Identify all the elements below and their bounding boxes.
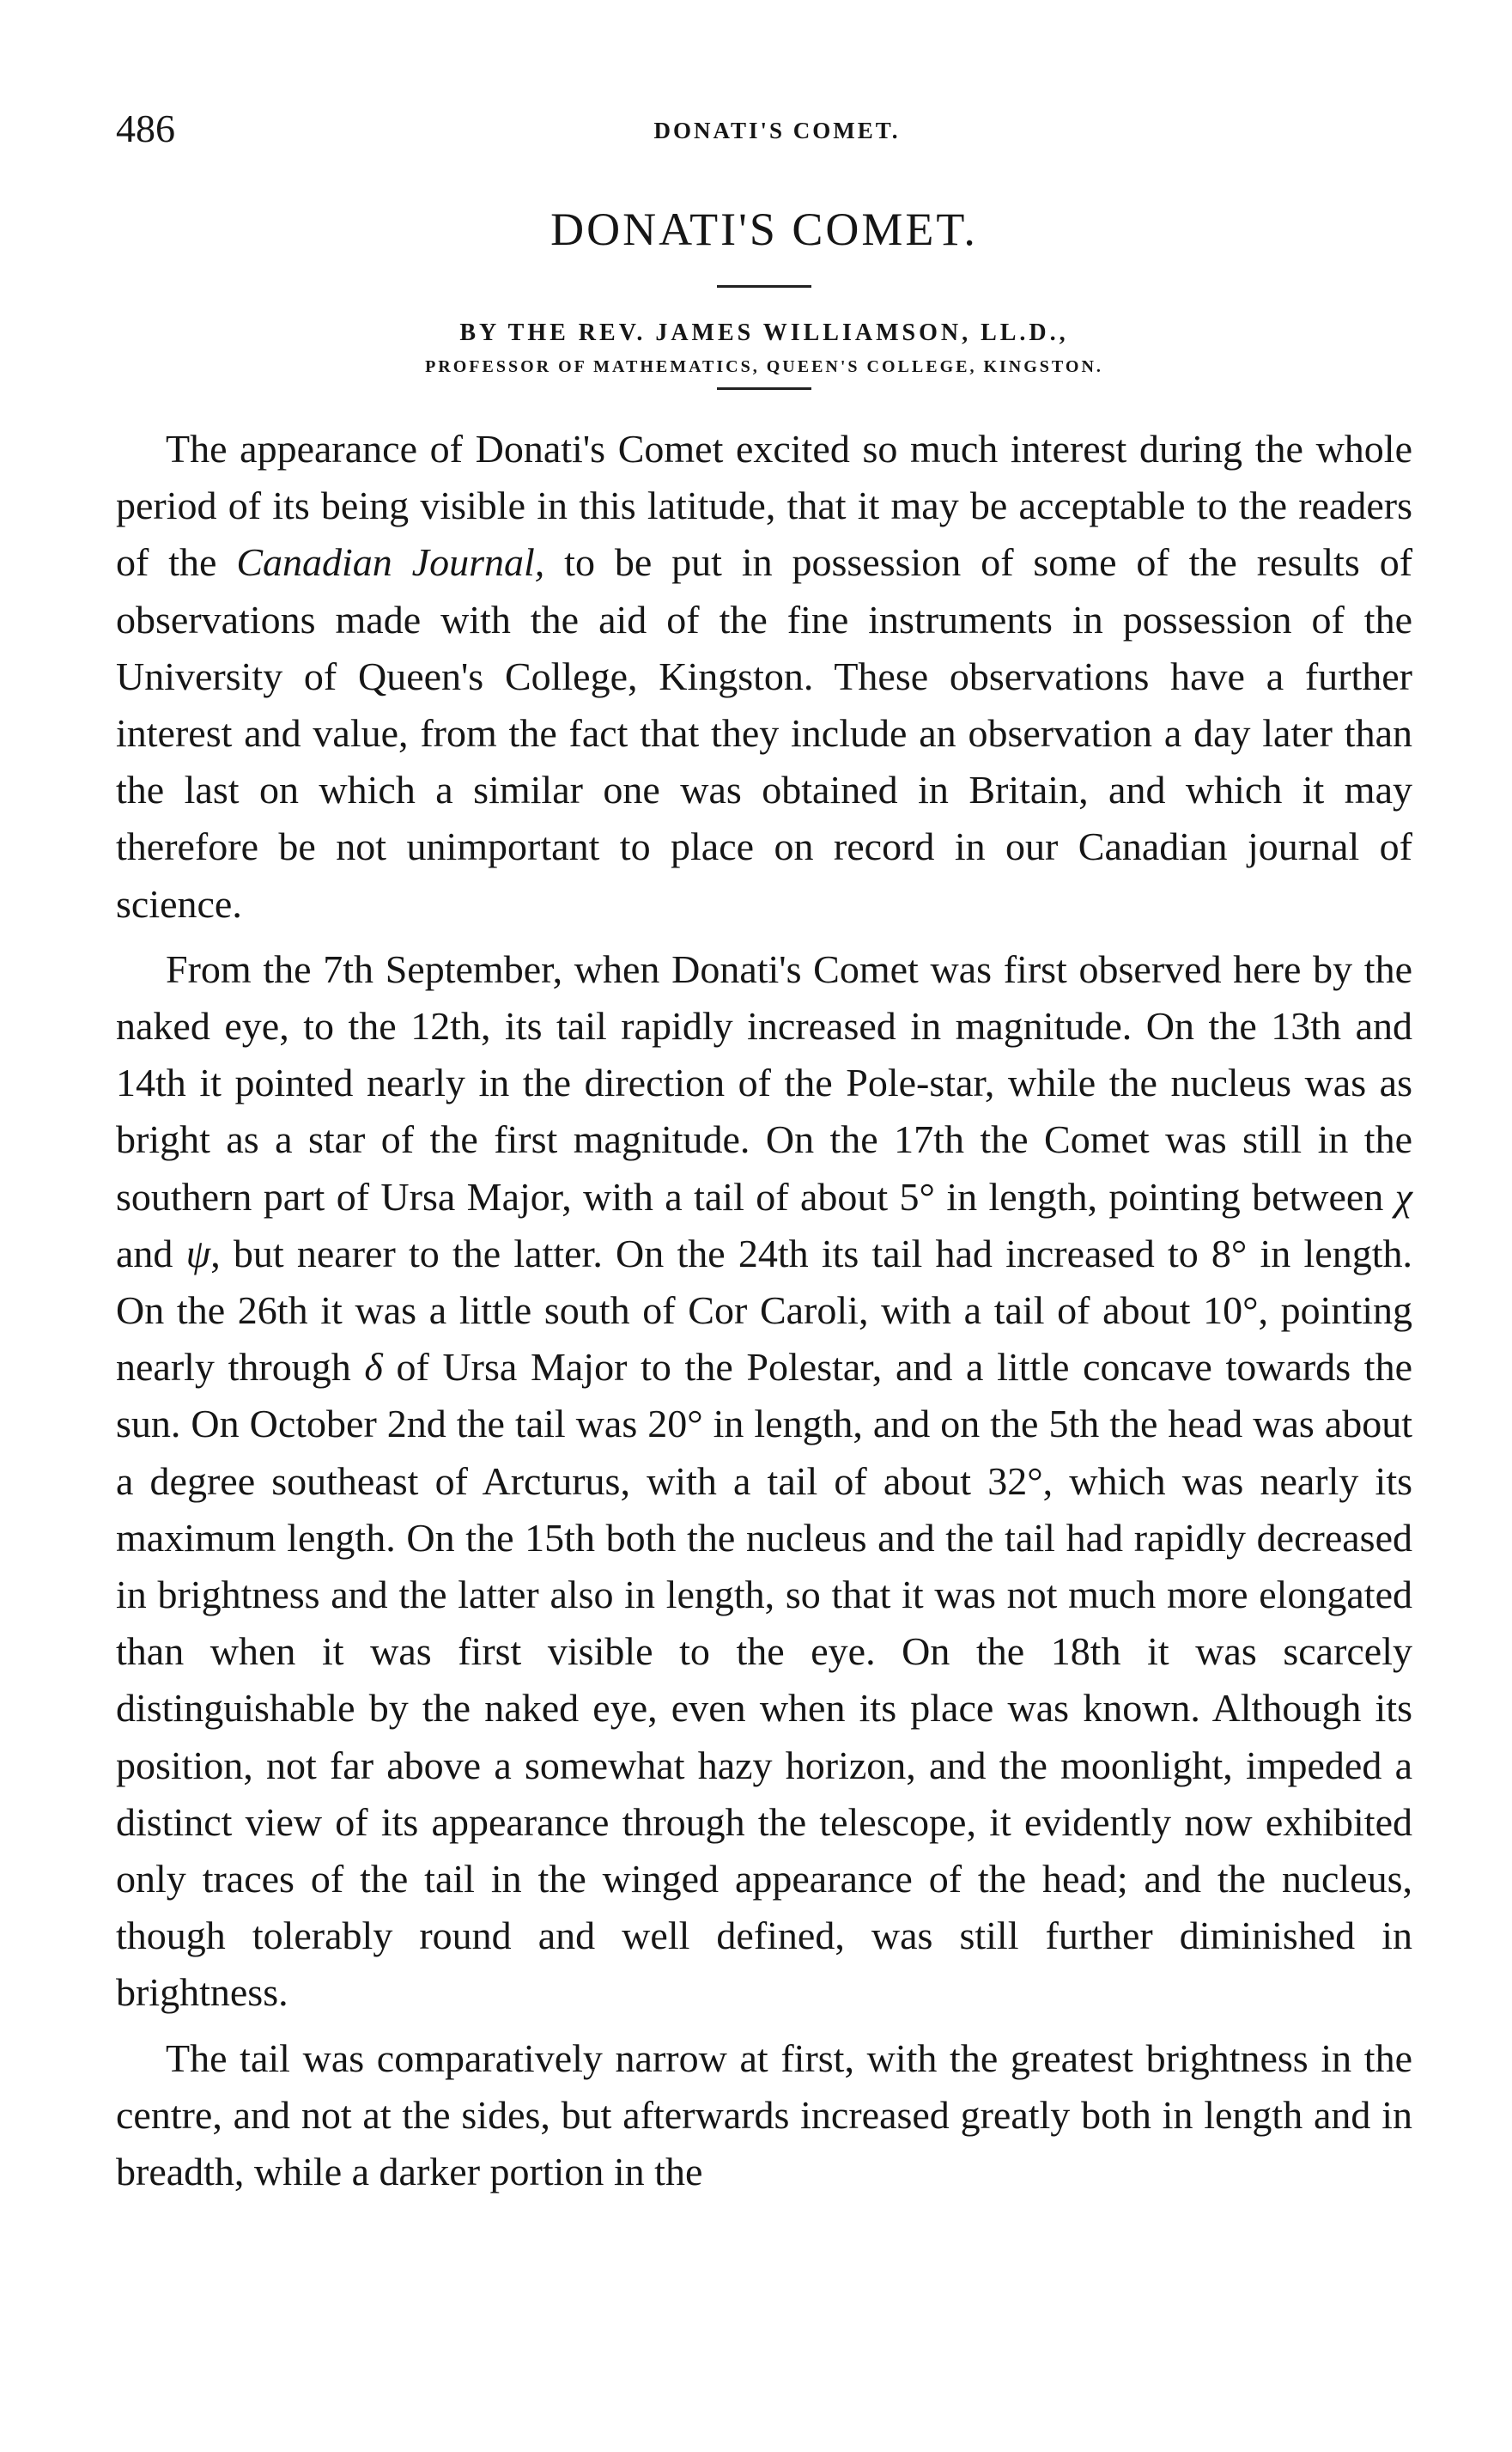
paragraph-2-text-d: of Ursa Major to the Polestar, and a little concave towards the sun. On October 2nd the tail was 20° in length, and on the 5th the head was about a degree southeast of Arcturus, with a tail of about 32°, which was nearly its maximum length. On the 15th both the nucleus and the tail had rapidly decreased in brightness and the latter also in length, so that it was not much more elongated than when it was first visible to the eye. On the 18th it was scarcely distinguishable by the naked eye, even when its place was known. Although its position, not far above a somewhat hazy horizon, and the moonlight, impeded a distinct view of its appearance through the telescope, it evidently now exhibited only traces of the tail in the winged appearance of the head; and the nucleus, though tolerably round and well defined, was still further diminished in brightness. — [116, 1345, 1412, 2015]
paragraph-1 — [116, 421, 1412, 933]
article-title: DONATI'S COMET. — [550, 204, 978, 255]
title-rule — [717, 285, 811, 288]
paragraph-2 — [116, 941, 1412, 2022]
page — [116, 103, 1412, 2200]
paragraph-3-text: The tail was comparatively narrow at first, with the greatest brightness in the centre, and not at the sides, but afterwards increased greatly both in length and in breadth, while a darker portion in the — [116, 2035, 1412, 2194]
delta-symbol: δ — [364, 1345, 383, 1390]
paragraph-1-text-a: The appearance of Donati's Comet excited so much interest during the whole period of its being visible in this latitude, that it may be acceptable to the readers of the — [116, 427, 1412, 585]
author-byline: BY THE REV. JAMES WILLIAMSON, LL.D., — [459, 319, 1069, 346]
journal-name-italic: Canadian Journal, — [236, 540, 545, 585]
body-text — [116, 421, 1412, 2200]
psi-symbol: ψ — [185, 1231, 211, 1275]
paragraph-2-text-c: , but nearer to the latter. On the 24th its tail had increased to 8° in length. On the 26th it was a little south of Cor Caroli, with a tail of about 10°, pointing nearly through — [116, 1231, 1412, 1390]
paragraph-2-text-b: and — [116, 1231, 186, 1275]
running-head — [116, 103, 1412, 155]
paragraph-1-text-b: to be put in possession of some of the results of observations made with the aid of the fine instruments in possession of the University of Queen's College, Kingston. These observations have a further interest and value, from the fact that they include an observation a day later than the last on which a similar one was obtained in Britain, and which it may therefore be not unimportant to place on record in our Canadian journal of science. — [116, 540, 1413, 926]
paragraph-2-text-a: From the 7th September, when Donati's Comet was first observed here by the naked eye, to the 12th, its tail rapidly increased in magnitude. On the 13th and 14th it pointed nearly in the direction of the Pole-star, while the nucleus was as bright as a star of the first magnitude. On the 17th the Comet was still in the southern part of Ursa Major, with a tail of about 5° in length, pointing between — [116, 946, 1412, 1219]
page-number: 486 — [116, 106, 175, 150]
paragraph-3 — [116, 2030, 1412, 2201]
byline-rule — [717, 387, 811, 390]
chi-symbol: χ — [1394, 1174, 1412, 1219]
author-affiliation: PROFESSOR OF MATHEMATICS, QUEEN'S COLLEGE, KINGSTON. — [425, 357, 1103, 376]
running-title: DONATI'S COMET. — [653, 118, 901, 143]
